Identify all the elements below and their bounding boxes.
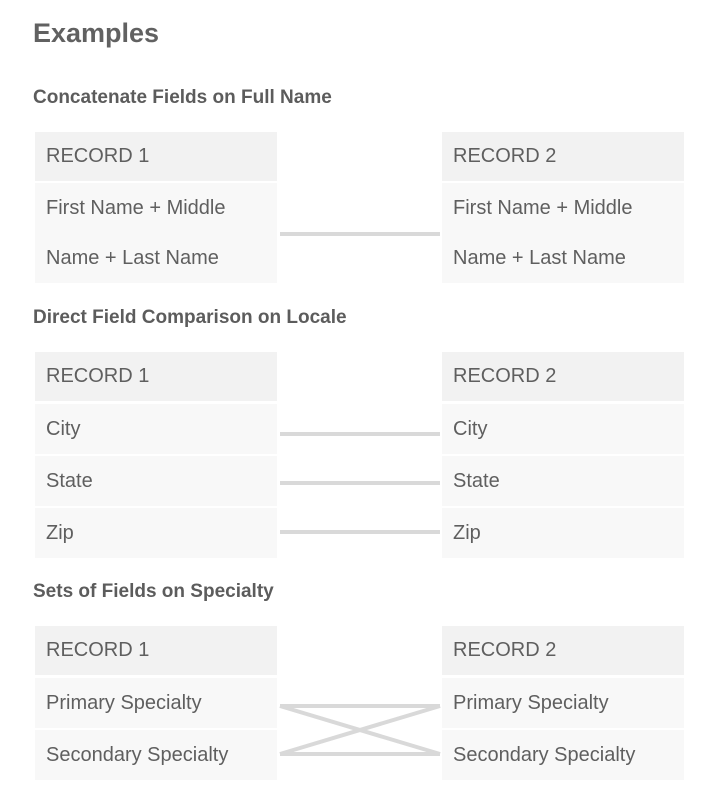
record-2-cell-state [442, 456, 684, 506]
connector-locale [278, 352, 442, 558]
cell-line: First Name + Middle [453, 197, 633, 219]
record-1-cell-primary-specialty [35, 678, 277, 728]
page-title: Examples [33, 18, 160, 48]
record-1-cell-state [35, 456, 277, 506]
record-1-cell-secondary-specialty [35, 730, 277, 780]
section-heading-full-name: Concatenate Fields on Full Name [33, 87, 332, 108]
record-2-header: RECORD 2 [442, 626, 684, 675]
record-1-header: RECORD 1 [35, 352, 277, 401]
cell-line: First Name + Middle [46, 197, 226, 219]
record-2-header: RECORD 2 [442, 352, 684, 401]
section-heading-locale: Direct Field Comparison on Locale [33, 307, 347, 328]
cell-line: Name + Last Name [453, 247, 626, 269]
section-heading-specialty: Sets of Fields on Specialty [33, 581, 274, 602]
cell-line: Zip [46, 522, 74, 544]
record-1-cell-city [35, 404, 277, 454]
record-2-cell-city [442, 404, 684, 454]
cell-line: Primary Specialty [46, 692, 202, 714]
record-2-header: RECORD 2 [442, 132, 684, 181]
record-1-cell-zip [35, 508, 277, 558]
record-1-cell-full-name [35, 183, 277, 283]
cell-line: Secondary Specialty [453, 744, 636, 766]
record-2-cell-secondary-specialty [442, 730, 684, 780]
connector-full-name [278, 132, 442, 284]
record-2-cell-primary-specialty [442, 678, 684, 728]
record-1-header: RECORD 1 [35, 132, 277, 181]
connector-specialty [278, 626, 442, 780]
cell-line: Secondary Specialty [46, 744, 229, 766]
cell-line: Primary Specialty [453, 692, 609, 714]
cell-line: City [453, 418, 488, 440]
cell-line: State [46, 470, 93, 492]
record-2-cell-full-name [442, 183, 684, 283]
record-2-cell-zip [442, 508, 684, 558]
cell-line: Zip [453, 522, 481, 544]
cell-line: City [46, 418, 81, 440]
cell-line: State [453, 470, 500, 492]
record-1-header: RECORD 1 [35, 626, 277, 675]
cell-line: Name + Last Name [46, 247, 219, 269]
